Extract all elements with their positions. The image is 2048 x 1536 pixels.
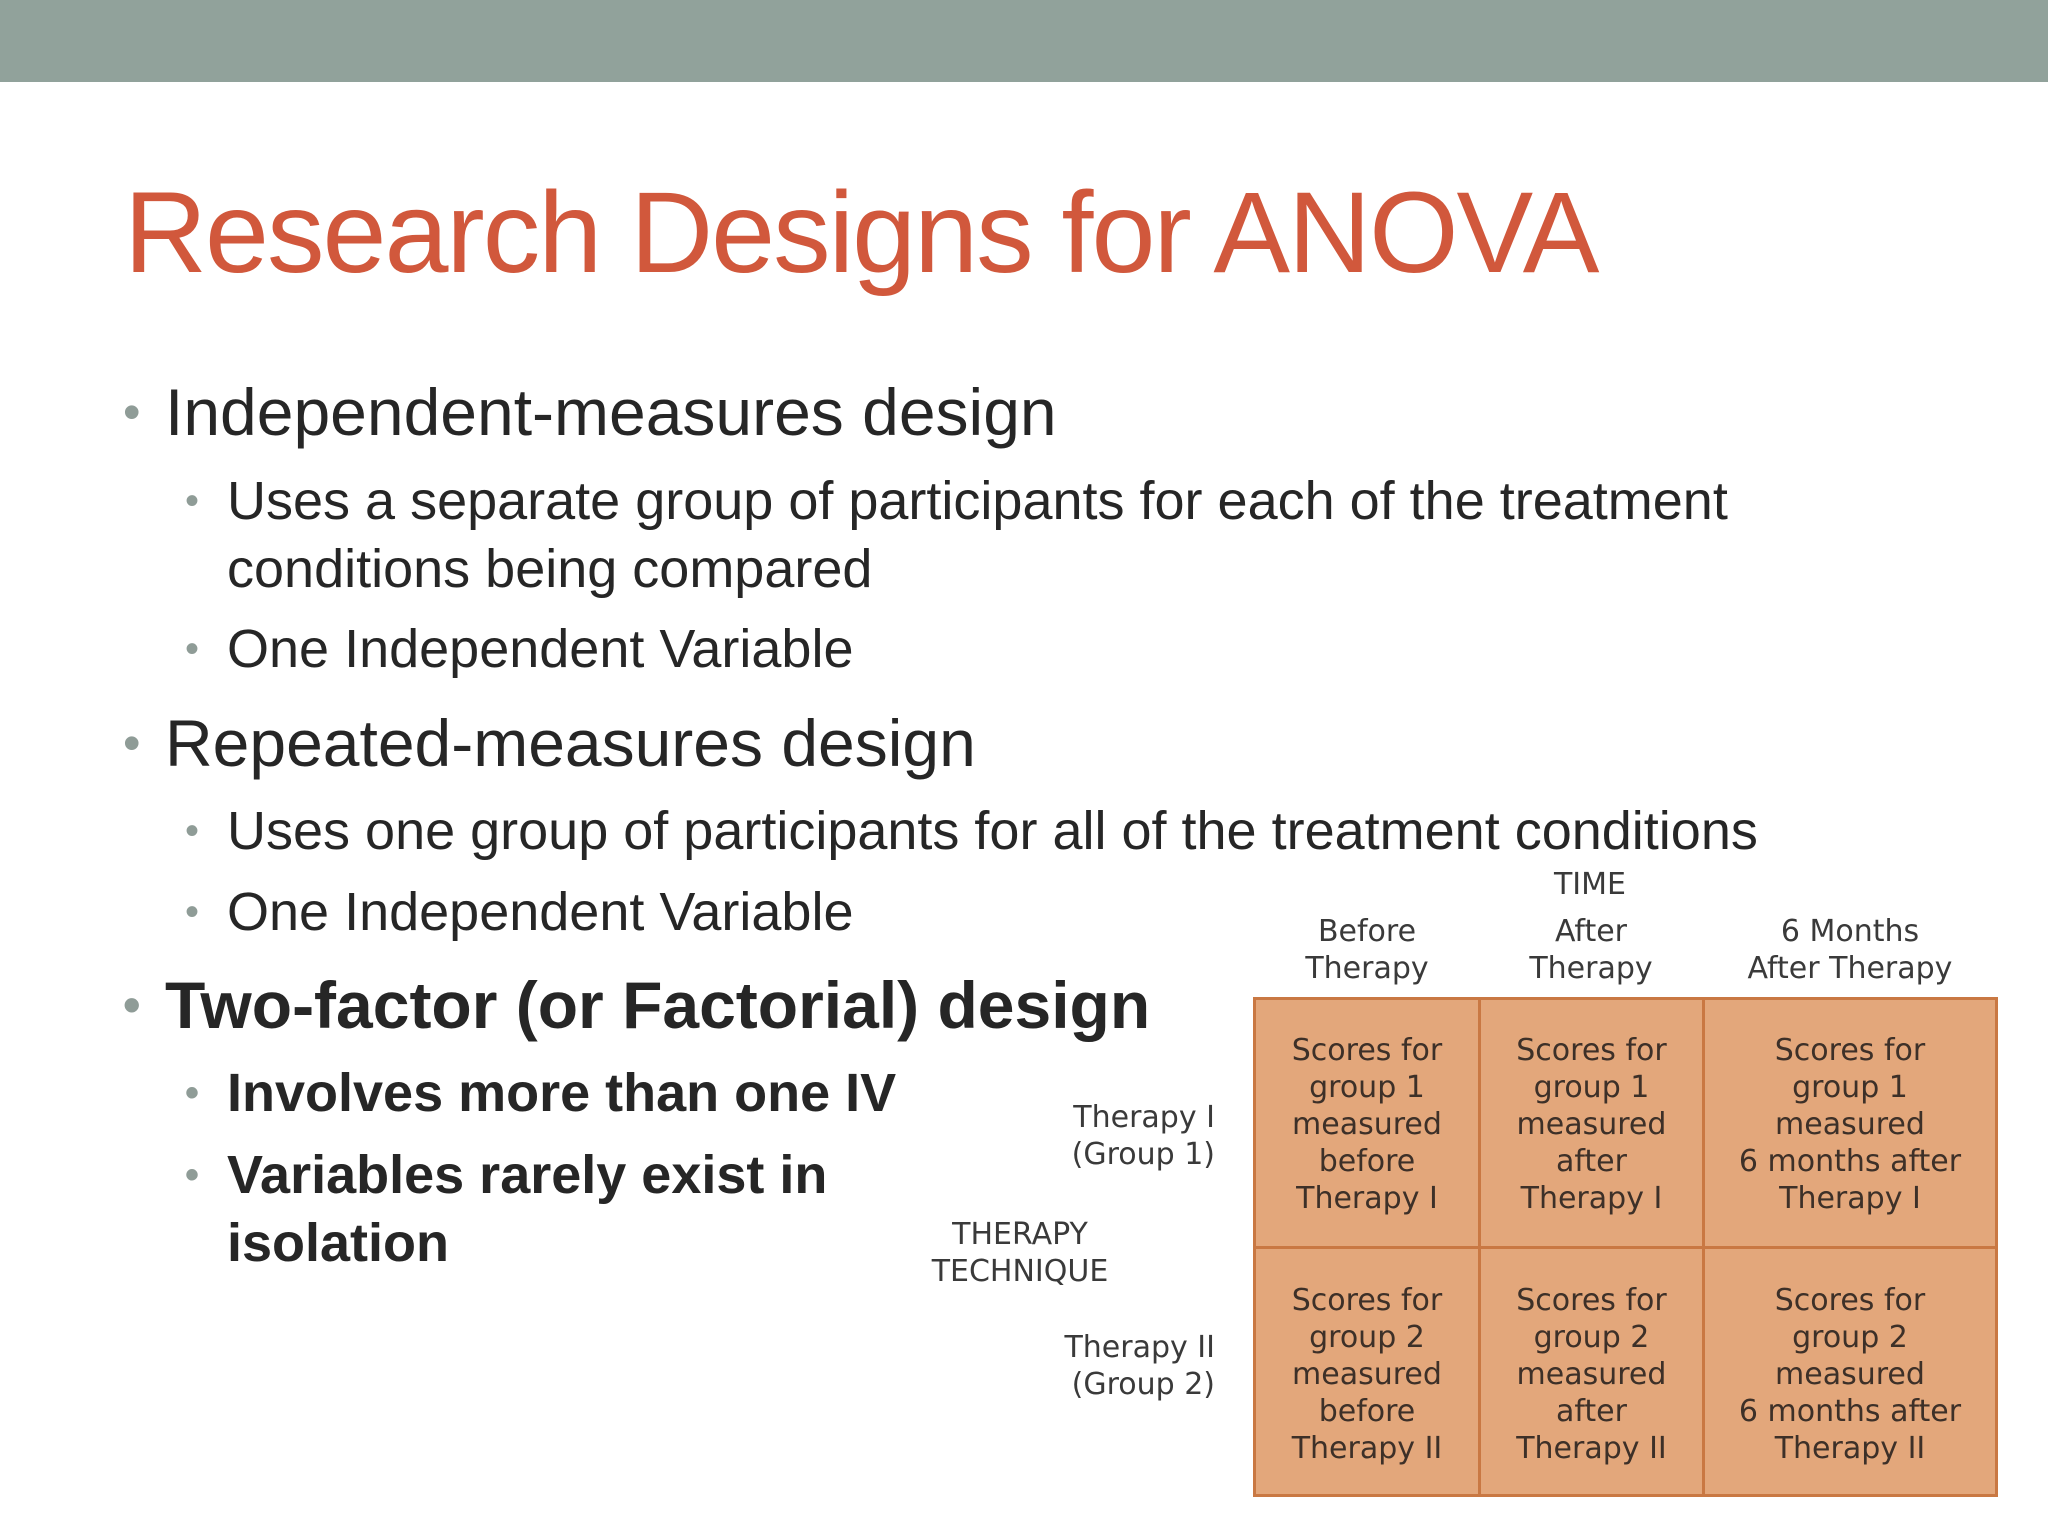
- sub-bullet-text: Uses one group of participants for all of the treatment conditions: [227, 801, 1758, 861]
- bullet-dot: •: [185, 1071, 200, 1115]
- sub-bullet-continuation: [227, 1209, 449, 1277]
- top-accent-bar: [0, 0, 2048, 82]
- column-header-6-months: 6 Months After Therapy: [1747, 914, 1953, 986]
- sub-bullet-more-than-one-iv: [185, 1059, 897, 1127]
- time-label: TIME: [1553, 867, 1626, 902]
- matrix-cell: Scores for group 2 measured 6 months after Therapy II: [1738, 1283, 1962, 1466]
- matrix-cell: Scores for group 1 measured before Therapy I: [1291, 1033, 1443, 1216]
- bullet-dot: •: [185, 890, 200, 934]
- column-header-after: After Therapy: [1529, 914, 1653, 986]
- column-header-before: Before Therapy: [1305, 914, 1429, 986]
- bullet-two-factor: [123, 966, 1151, 1044]
- sub-bullet-text: Involves more than one IV: [227, 1063, 897, 1123]
- grid-divider: [1256, 1246, 1995, 1249]
- sub-bullet-text: One Independent Variable: [227, 619, 854, 679]
- bullet-dot: •: [185, 809, 200, 853]
- bullet-text: Two-factor (or Factorial) design: [165, 968, 1151, 1042]
- sub-bullet-text: One Independent Variable: [227, 882, 854, 942]
- matrix-cell: Scores for group 2 measured after Therapy II: [1516, 1283, 1667, 1466]
- slide-title: Research Designs for ANOVA: [124, 169, 1598, 297]
- sub-bullet-one-iv: [185, 615, 854, 683]
- row-header-therapy-2: Therapy II (Group 2): [1064, 1330, 1215, 1402]
- matrix-cell: Scores for group 2 measured before Therapy II: [1291, 1283, 1443, 1466]
- sub-bullet-text: isolation: [227, 1213, 450, 1273]
- design-matrix: [1253, 997, 1998, 1497]
- sub-bullet-text: Uses a separate group of participants for each of the treatment: [227, 471, 1728, 531]
- bullet-dot: •: [185, 479, 200, 523]
- sub-bullet-continuation: [227, 535, 872, 603]
- bullet-dot: •: [123, 715, 141, 771]
- bullet-dot: •: [123, 977, 141, 1033]
- factor-label-therapy-technique: THERAPY TECHNIQUE: [931, 1217, 1109, 1289]
- bullet-text: Independent-measures design: [165, 375, 1057, 449]
- bullet-text: Repeated-measures design: [165, 706, 976, 780]
- matrix-cell: Scores for group 1 measured after Therapy I: [1516, 1033, 1667, 1216]
- sub-bullet-text: Variables rarely exist in: [227, 1145, 828, 1205]
- sub-bullet-one-iv: [185, 878, 854, 946]
- row-header-therapy-1: Therapy I (Group 1): [1071, 1100, 1215, 1172]
- bullet-dot: •: [185, 627, 200, 671]
- sub-bullet-separate-group: [185, 467, 1728, 535]
- bullet-dot: •: [185, 1153, 200, 1197]
- bullet-repeated-measures: [123, 704, 976, 782]
- bullet-independent-measures: [123, 373, 1057, 451]
- matrix-cell: Scores for group 1 measured 6 months after Therapy I: [1738, 1033, 1962, 1216]
- bullet-dot: •: [123, 384, 141, 440]
- sub-bullet-one-group: [185, 797, 1758, 865]
- sub-bullet-text: conditions being compared: [227, 539, 873, 599]
- sub-bullet-variables-rarely: [185, 1141, 828, 1209]
